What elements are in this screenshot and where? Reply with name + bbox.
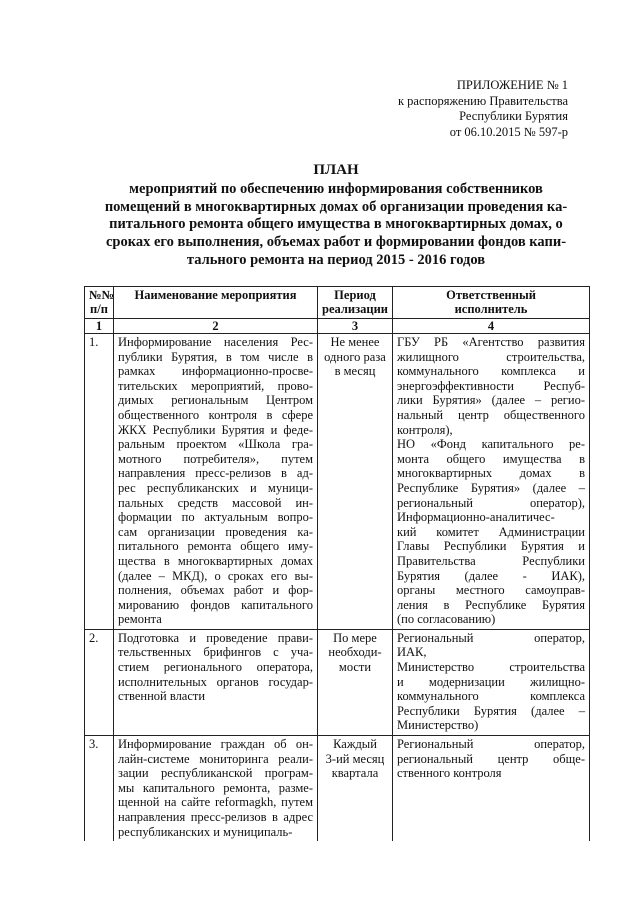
executor-cell xyxy=(393,334,590,630)
event-name-line: сам организации проведения ка- xyxy=(118,524,313,539)
row-number: 1. xyxy=(85,334,114,630)
period-line: мости xyxy=(338,660,372,675)
event-name-line: зации республиканской програм- xyxy=(118,766,313,781)
event-name-line: рес республиканских и муници- xyxy=(118,480,313,495)
period-line: 3-ий месяц xyxy=(325,751,385,766)
executor-cell xyxy=(393,629,590,735)
header-num-line: п/п xyxy=(90,302,108,316)
executor-line: Бурятия (далее - ИАК), xyxy=(397,568,585,583)
event-name-line: формации по актуальным вопро- xyxy=(118,510,313,525)
executor-line: жилищного строительства, xyxy=(397,349,585,364)
header-name-line: Наименование мероприятия xyxy=(134,288,297,302)
event-name-line: Подготовка и проведение прави- xyxy=(118,630,313,645)
table-header-row xyxy=(85,287,590,319)
period-line: Не менее xyxy=(330,335,380,349)
executor-line: Министерство строительства xyxy=(397,660,585,675)
header-executor xyxy=(393,287,590,319)
plan-title-line: питального ремонта общего имущества в многоквартирных домах, о xyxy=(109,216,563,233)
executor-line: Республике Бурятия» (далее – xyxy=(397,480,585,495)
column-number: 3 xyxy=(318,319,393,334)
event-name-line: полнения, объемах работ и фор- xyxy=(118,583,313,598)
header-num-line: №№ xyxy=(89,288,115,302)
executor-line: Министерство) xyxy=(397,718,479,733)
executor-line: ГБУ РБ «Агентство развития xyxy=(397,335,585,349)
plan-title-line: сроках его выполнения, объемах работ и формировании фондов капи- xyxy=(105,234,567,251)
event-name-line: мы капитального ремонта, разме- xyxy=(118,780,313,795)
column-number-row xyxy=(85,319,590,334)
header-executor-line: Ответственный xyxy=(446,288,536,302)
event-name-line: стием регионального оператора, xyxy=(118,660,313,675)
event-name-line: республиканских и муниципаль- xyxy=(118,824,293,839)
executor-line: нальный центр общественного xyxy=(397,407,585,422)
plan-title xyxy=(96,162,576,270)
executor-line: кий комитет Администрации xyxy=(397,524,585,539)
event-name-line: общественного контроля в сфере xyxy=(118,407,313,422)
executor-line: монта общего имущества в xyxy=(397,451,585,466)
executor-line: и модернизации жилищно- xyxy=(397,674,585,689)
event-name-line: ремонта xyxy=(118,612,162,627)
executor-cell xyxy=(393,736,590,842)
event-name-line: Информирование населения Рес- xyxy=(118,335,313,349)
executor-line: ИАК, xyxy=(397,645,427,660)
event-name-line: рамках информационно-просве- xyxy=(118,364,313,379)
executor-line: Правительства Республики xyxy=(397,553,585,568)
order-reference: к распоряжению Правительства xyxy=(397,93,568,108)
plan-title-line: помещений в многоквартирных домах об организации проведения ка- xyxy=(104,198,568,215)
period-line: квартала xyxy=(331,766,379,781)
column-number: 4 xyxy=(393,319,590,334)
period-line: Каждый xyxy=(333,737,377,752)
event-name-line: лайн-системе мониторинга реали- xyxy=(118,751,313,766)
executor-line: коммунального комплекса xyxy=(397,689,585,704)
plan-title-line: тального ремонта на период 2015 - 2016 годов xyxy=(186,251,486,268)
event-name-line: тительских мероприятий, прово- xyxy=(118,378,313,393)
executor-line: лики Бурятия» (далее – регио- xyxy=(397,393,585,408)
event-name-line: мотного потребителя», путем xyxy=(118,451,313,466)
executor-line: Республики Бурятия (далее – xyxy=(397,703,585,718)
event-name-line: Информирование граждан об он- xyxy=(118,737,313,752)
executor-line: органы местного самоуправ- xyxy=(397,583,585,598)
event-name-line: тельственных брифингов с уча- xyxy=(118,645,313,660)
period-line: необходи- xyxy=(328,645,382,660)
plan-title-line: мероприятий по обеспечению информирования собственников xyxy=(129,180,543,197)
period-cell xyxy=(318,334,393,630)
header-period xyxy=(318,287,393,319)
executor-line: ления в Республике Бурятия xyxy=(397,597,585,612)
executor-line: Региональный оператор, xyxy=(397,630,585,645)
republic-name: Республики Бурятия xyxy=(459,109,568,123)
executor-line: энергоэффективности Респуб- xyxy=(397,378,585,393)
event-name-line: ственной власти xyxy=(118,689,206,704)
event-name-line: (далее – МКД), о сроках его вы- xyxy=(118,568,313,583)
event-name-line: ЖКХ Республики Бурятия и феде- xyxy=(118,422,313,437)
event-name-cell xyxy=(114,736,318,842)
event-name-line: димых региональным Центром xyxy=(118,393,313,408)
period-line: По мере xyxy=(333,630,377,645)
table-row xyxy=(85,736,590,842)
event-name-line: щенной на сайте reformagkh, путем xyxy=(118,795,313,810)
plan-table-body xyxy=(85,334,590,842)
event-name-line: пальных средств массовой ин- xyxy=(118,495,313,510)
period-line: одного раза xyxy=(324,349,386,364)
event-name-line: щества в многоквартирных домах xyxy=(118,553,313,568)
plan-title-heading: ПЛАН xyxy=(313,162,359,178)
executor-line: коммунального комплекса и xyxy=(397,364,585,379)
table-row xyxy=(85,629,590,735)
executor-line: многоквартирных домах в xyxy=(397,466,585,481)
executor-line: Информационно-аналитичес- xyxy=(397,510,555,525)
event-name-line: публики Бурятия, в том числе в xyxy=(118,349,313,364)
executor-line: Региональный оператор, xyxy=(397,737,585,752)
document-header xyxy=(398,78,568,140)
event-name-line: мированию фондов капитального xyxy=(118,597,313,612)
event-name-line: исполнительных органов государ- xyxy=(118,674,313,689)
header-num xyxy=(85,287,114,319)
appendix-label: ПРИЛОЖЕНИЕ № 1 xyxy=(456,78,568,92)
row-number: 2. xyxy=(85,629,114,735)
period-cell xyxy=(318,629,393,735)
period-line: в месяц xyxy=(334,364,376,379)
executor-line: контроля), xyxy=(397,422,453,437)
executor-line: (по согласованию) xyxy=(397,612,496,627)
header-period-line: реализации xyxy=(322,302,388,316)
header-executor-line: исполнитель xyxy=(454,302,528,316)
executor-line: Главы Республики Бурятия и xyxy=(397,539,585,554)
row-number: 3. xyxy=(85,736,114,842)
executor-line: ственного контроля xyxy=(397,766,502,781)
event-name-cell xyxy=(114,334,318,630)
executor-line: региональный оператор), xyxy=(397,495,585,510)
column-number: 2 xyxy=(114,319,318,334)
column-number: 1 xyxy=(85,319,114,334)
event-name-line: направления пресс-релизов в адрес xyxy=(118,810,313,824)
header-name xyxy=(114,287,318,319)
header-period-line: Период xyxy=(334,288,376,302)
event-name-line: ральным проектом «Школа гра- xyxy=(118,437,313,452)
executor-line: НО «Фонд капитального ре- xyxy=(397,437,585,452)
event-name-line: направления пресс-релизов в ад- xyxy=(118,466,313,481)
event-name-line: питального ремонта общего иму- xyxy=(118,539,313,554)
event-name-cell xyxy=(114,629,318,735)
period-cell xyxy=(318,736,393,842)
order-date-number: от 06.10.2015 № 597-р xyxy=(449,124,568,139)
executor-line: региональный центр обще- xyxy=(397,751,585,766)
plan-table xyxy=(84,286,590,841)
table-row xyxy=(85,334,590,630)
